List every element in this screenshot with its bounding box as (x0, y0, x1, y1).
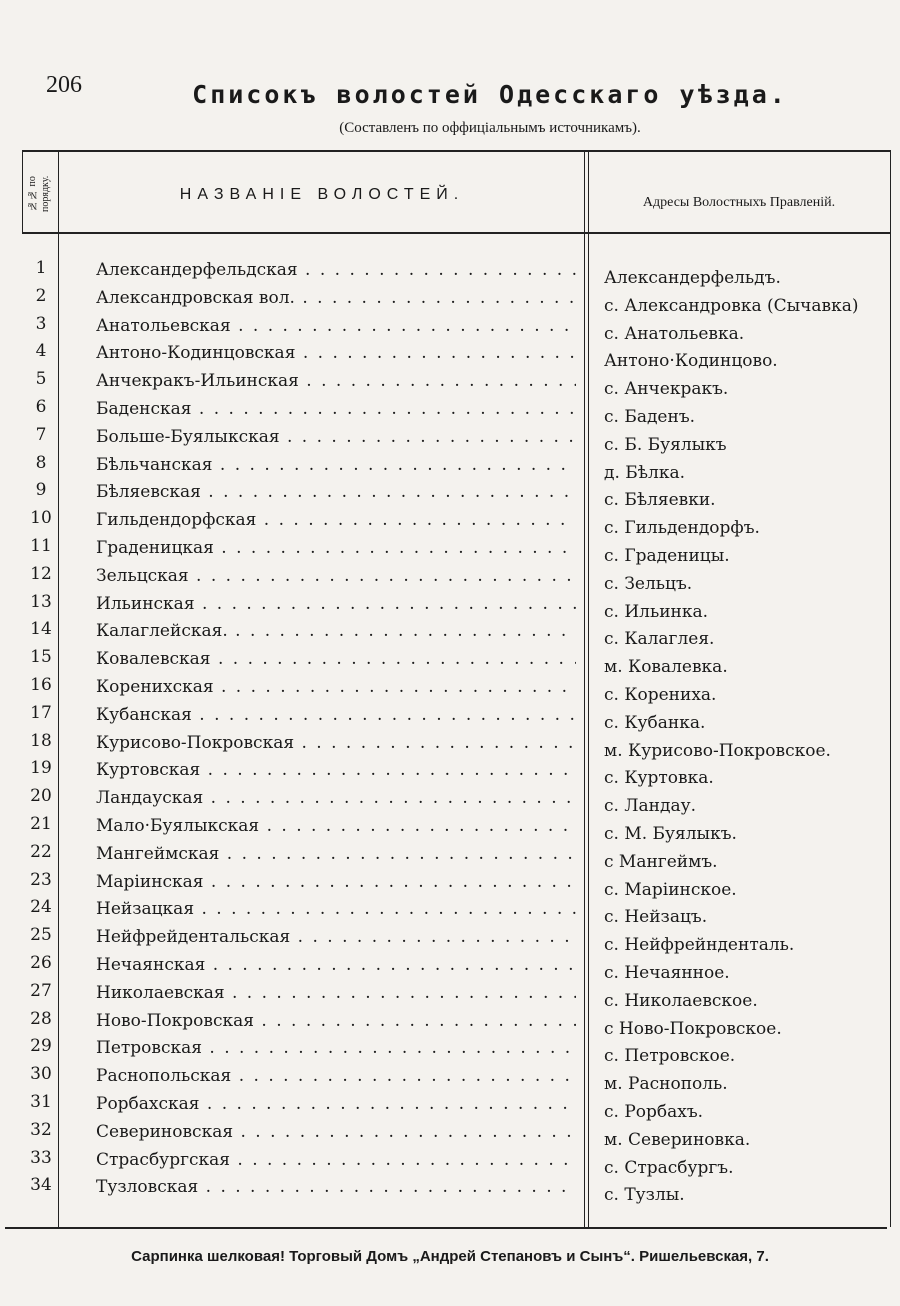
column-header-address: Адресы Волостныхъ Правленій. (642, 195, 836, 210)
row-number: 19 (30, 758, 52, 779)
volost-name: Ильинская . . . (96, 594, 576, 614)
volost-name: Ковалевская . . . (96, 649, 576, 669)
table-row (0, 675, 900, 703)
row-number: 11 (30, 535, 52, 556)
table-row (0, 480, 900, 511)
volost-name: Баденская . . . (96, 399, 576, 419)
volost-name: Николаевская . . . (96, 983, 576, 1003)
volost-name: Рорбахская . . . (96, 1094, 576, 1114)
table-row (0, 314, 900, 342)
volost-address: с. Гильдендорфъ. (604, 518, 760, 539)
row-number: 14 (30, 619, 52, 640)
volost-name: Бѣляевская . . . (96, 482, 576, 502)
volost-address: с. Николаевское. (604, 990, 758, 1011)
volost-address: Александерфельдъ. (604, 268, 781, 288)
volost-address: с. Зельцъ. (604, 573, 693, 594)
row-number: 7 (35, 424, 47, 445)
volost-address: с. Анчекракъ. (604, 379, 729, 400)
row-number: 9 (35, 480, 47, 501)
table-row (0, 1175, 900, 1206)
table-row (0, 1120, 900, 1148)
column-divider (22, 150, 23, 234)
row-number: 13 (30, 591, 52, 612)
volost-name: Мало·Буялыкская . . . (96, 816, 576, 836)
volost-address: с. Тузлы. (604, 1185, 685, 1206)
table-row (0, 1036, 900, 1067)
table-row (0, 981, 900, 1009)
volost-name: Коренихская . . . (96, 677, 576, 697)
table-row (0, 731, 900, 759)
volost-address: с Мангеймъ. (604, 851, 718, 872)
volost-address: с. Баденъ. (604, 406, 696, 427)
volost-address: с. Калаглея. (604, 629, 715, 650)
table-row (0, 425, 900, 453)
volost-name: Страсбургская . . . (96, 1150, 576, 1170)
row-number: 33 (30, 1147, 52, 1168)
volost-address: с. Бѣляевки. (604, 490, 716, 511)
volost-address: с. Ландау. (604, 796, 696, 817)
volost-list (0, 258, 900, 1206)
page-number: 206 (46, 72, 82, 98)
page-subtitle: (Составленъ по оффиціальнымъ источникамъ). (339, 120, 641, 136)
volost-address: с. Анатольевка. (604, 323, 745, 344)
row-number: 15 (30, 647, 52, 668)
table-row (0, 1009, 900, 1037)
volost-name: Курисово-Покровская . . . (96, 733, 576, 753)
volost-name: Тузловская . . . (96, 1177, 576, 1197)
row-number: 1 (35, 258, 47, 278)
volost-address: с. Куртовка. (604, 768, 714, 789)
volost-name: Раснопольская . . . (96, 1066, 576, 1086)
table-row (0, 508, 900, 539)
volost-name: Калаглейская. . . . (96, 621, 576, 641)
row-number: 32 (30, 1119, 52, 1140)
volost-name: Граденицкая . . . (96, 538, 576, 558)
column-header-name: НАЗВАНІЕ ВОЛОСТЕЙ. (179, 186, 465, 203)
volost-name: Александровская вол. . . . (96, 288, 576, 308)
volost-address: с. М. Буялыкъ. (604, 823, 737, 844)
volost-name: Гильдендорфская . . . (96, 510, 576, 530)
table-row (0, 953, 900, 981)
volost-address: м. Ковалевка. (604, 657, 728, 678)
volost-name: Севериновская . . . (96, 1122, 576, 1142)
table-row (0, 897, 900, 928)
table-row (0, 814, 900, 842)
volost-name: Анатольевская . . . (96, 316, 576, 336)
table-row (0, 619, 900, 650)
row-number: 18 (30, 730, 52, 751)
row-number: 31 (30, 1091, 52, 1112)
volost-address: с. Петровское. (604, 1046, 736, 1067)
table-row (0, 564, 900, 592)
table-row (0, 842, 900, 870)
volost-name: Нейфрейдентальская . . . (96, 927, 576, 947)
table-row (0, 592, 900, 620)
volost-name: Ново-Покровская . . . (96, 1011, 576, 1031)
volost-address: с. Страсбургъ. (604, 1157, 734, 1178)
column-header-number: №№ по порядку. (27, 175, 51, 213)
volost-address: д. Бѣлка. (604, 462, 685, 483)
table-row (0, 369, 900, 400)
row-number: 17 (30, 702, 52, 723)
row-number: 24 (30, 897, 52, 918)
volost-address: м. Севериновка. (604, 1129, 751, 1150)
volost-name: Бѣльчанская . . . (96, 455, 576, 475)
volost-name: Анчекракъ-Ильинская . . . (96, 371, 576, 391)
row-number: 2 (35, 285, 47, 306)
table-row (0, 786, 900, 817)
table-row (0, 758, 900, 789)
volost-address: с. Нейфрейнденталь. (604, 935, 795, 956)
volost-name: Нейзацкая . . . (96, 899, 576, 919)
volost-name: Маріинская . . . (96, 872, 576, 892)
row-number: 23 (30, 869, 52, 890)
volost-address: с. Корениха. (604, 684, 717, 705)
table-row (0, 870, 900, 898)
row-number: 30 (30, 1064, 52, 1085)
table-row (0, 1064, 900, 1095)
table-header-rule (22, 232, 890, 234)
row-number: 26 (30, 952, 52, 973)
volost-address: с. Ильинка. (604, 601, 709, 622)
row-number: 22 (30, 841, 52, 862)
table-row (0, 397, 900, 425)
row-number: 12 (30, 563, 52, 584)
volost-address: с. Б. Буялыкъ (604, 434, 727, 455)
row-number: 10 (30, 508, 52, 529)
volost-name: Зельцская . . . (96, 566, 576, 586)
volost-address: с. Рорбахъ. (604, 1101, 704, 1122)
row-number: 28 (30, 1008, 52, 1029)
advertisement-footer: Сарпинка шелковая! Торговый Домъ „Андрей Степановъ и Сынъ“. Ришельевская, 7. (131, 1248, 769, 1265)
volost-name: Петровская . . . (96, 1038, 576, 1058)
page-title: Списокъ волостей Одесскаго уѣзда. (192, 80, 788, 109)
table-top-rule (22, 150, 890, 152)
row-number: 6 (35, 396, 47, 417)
volost-address: с. Маріинское. (604, 879, 737, 900)
volost-name: Мангеймская . . . (96, 844, 576, 864)
table-row (0, 925, 900, 956)
row-number: 5 (35, 369, 47, 390)
volost-address: с Ново-Покровское. (604, 1018, 782, 1039)
volost-name: Куртовская . . . (96, 760, 576, 780)
table-row (0, 453, 900, 481)
volost-address: м. Курисово-Покровское. (604, 740, 831, 761)
row-number: 20 (30, 786, 52, 807)
row-number: 3 (35, 313, 47, 334)
table-row (0, 341, 900, 372)
volost-address: с. Кубанка. (604, 712, 706, 733)
table-bottom-rule (5, 1227, 887, 1229)
volost-name: Антоно-Кодинцовская . . . (96, 343, 576, 363)
volost-address: с. Нечаянное. (604, 962, 730, 983)
row-number: 4 (35, 341, 47, 362)
row-number: 8 (35, 452, 47, 473)
volost-name: Ландауская . . . (96, 788, 576, 808)
volost-name: Больше-Буялыкская . . . (96, 427, 576, 447)
row-number: 27 (30, 980, 52, 1001)
row-number: 21 (30, 813, 52, 834)
volost-address: Антоно·Кодинцово. (604, 351, 778, 372)
table-row (0, 1092, 900, 1120)
table-row (0, 258, 900, 286)
row-number: 16 (30, 674, 52, 695)
volost-name: Нечаянская . . . (96, 955, 576, 975)
table-row (0, 647, 900, 678)
row-number: 25 (30, 925, 52, 946)
volost-name: Кубанская . . . (96, 705, 576, 725)
table-row (0, 536, 900, 564)
table-row (0, 1148, 900, 1176)
volost-address: м. Раснополь. (604, 1074, 728, 1095)
table-row (0, 703, 900, 731)
row-number: 29 (30, 1036, 52, 1057)
table-row (0, 286, 900, 314)
row-number: 34 (30, 1175, 52, 1196)
volost-address: с. Нейзацъ. (604, 907, 708, 928)
volost-name: Александерфельдская . . . (96, 260, 576, 280)
volost-address: с. Александровка (Сычавка) (604, 295, 859, 316)
volost-address: с. Граденицы. (604, 545, 730, 566)
